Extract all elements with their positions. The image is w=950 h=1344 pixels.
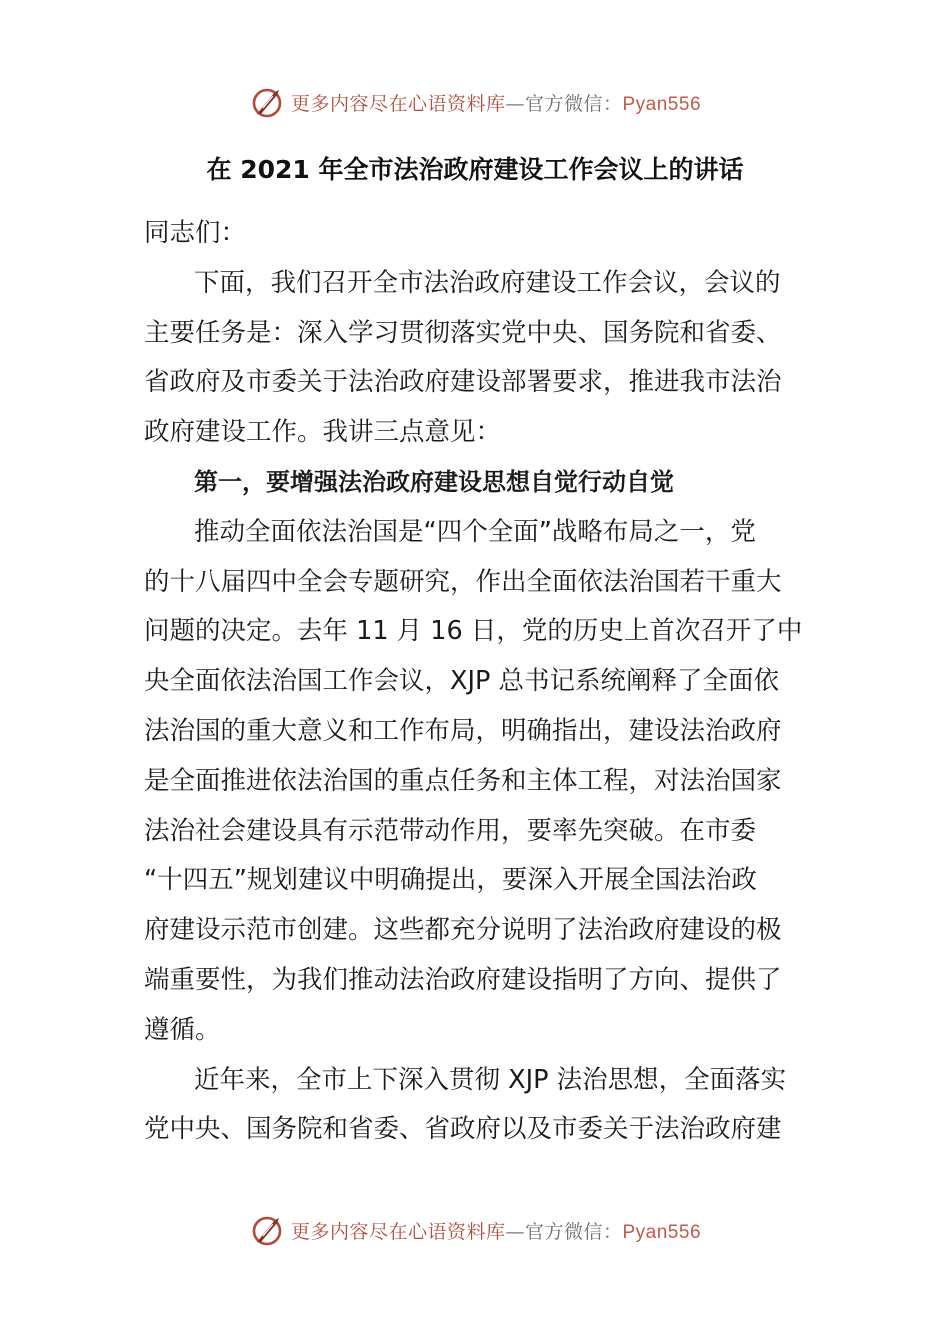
paragraph-line: 政府建设工作。我讲三点意见： <box>144 417 502 448</box>
header-banner <box>0 82 950 122</box>
paragraph-line: 的十八届四中全会专题研究，作出全面依法治国若干重大 <box>144 566 782 597</box>
banner-wechat-label: 官方微信： <box>524 1220 623 1243</box>
paragraph-line: 省政府及市委关于法治政府建设部署要求，推进我市法治 <box>144 367 782 398</box>
banner-dash: — <box>505 1220 525 1243</box>
paragraph-line: 法治国的重大意义和工作布局，明确指出，建设法治政府 <box>144 715 782 746</box>
paragraph-line: 主要任务是：深入学习贯彻落实党中央、国务院和省委、 <box>144 317 782 348</box>
paragraph-line: 党中央、国务院和省委、省政府以及市委关于法治政府建 <box>144 1114 782 1145</box>
banner-wechat-id: Pyan556 <box>622 1221 702 1243</box>
paragraph-line: 端重要性，为我们推动法治政府建设指明了方向、提供了 <box>144 964 782 995</box>
banner-text <box>291 1217 701 1244</box>
banner-text <box>291 89 701 116</box>
paragraph-line: 推动全面依法治国是“四个全面”战略布局之一，党 <box>194 516 756 547</box>
salutation: 同志们： <box>144 218 247 248</box>
banner-wechat-id: Pyan556 <box>622 93 702 115</box>
quill-logo-icon <box>249 1212 285 1248</box>
paragraph-line: 下面，我们召开全市法治政府建设工作会议，会议的 <box>194 267 781 298</box>
paragraph-line: 是全面推进依法治国的重点任务和主体工程，对法治国家 <box>144 765 782 796</box>
document-title: 在 2021 年全市法治政府建设工作会议上的讲话 <box>206 155 744 184</box>
paragraph-line: 央全面依法治国工作会议，XJP 总书记系统阐释了全面依 <box>144 666 779 697</box>
paragraph-line: 近年来，全市上下深入贯彻 XJP 法治思想，全面落实 <box>194 1064 787 1095</box>
paragraph-line: 府建设示范市创建。这些都充分说明了法治政府建设的极 <box>144 915 782 946</box>
banner-dash: — <box>505 92 525 115</box>
paragraph-line: 遵循。 <box>144 1014 221 1045</box>
paragraph-line: “十四五”规划建议中明确提出，要深入开展全国法治政 <box>144 865 757 896</box>
paragraph-line: 法治社会建设具有示范带动作用，要率先突破。在市委 <box>144 815 757 846</box>
banner-site-text: 更多内容尽在心语资料库 <box>290 92 506 115</box>
quill-logo-icon <box>249 84 285 120</box>
document-body <box>144 209 806 1155</box>
footer-banner <box>0 1210 950 1250</box>
section-heading: 第一，要增强法治政府建设思想自觉行动自觉 <box>194 467 674 496</box>
banner-site-text: 更多内容尽在心语资料库 <box>290 1220 506 1243</box>
paragraph-line: 问题的决定。去年 11 月 16 日，党的历史上首次召开了中 <box>144 616 803 647</box>
banner-wechat-label: 官方微信： <box>524 92 623 115</box>
